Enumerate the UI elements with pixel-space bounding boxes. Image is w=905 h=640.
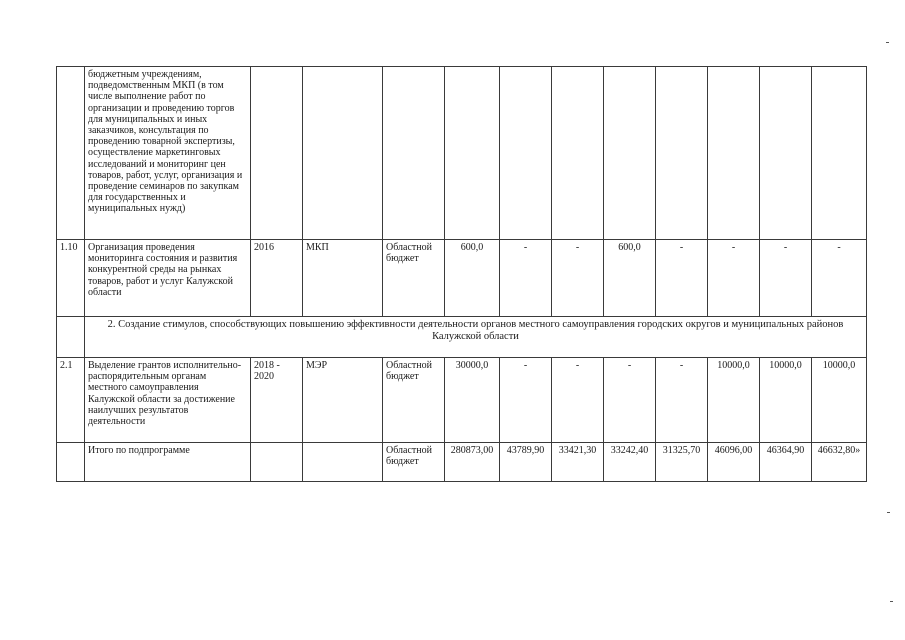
cell-value: 10000,0 [760, 358, 812, 443]
cell-source: Областной бюджет [383, 443, 445, 482]
cell-value-total: 600,0 [445, 240, 500, 317]
cell-source: Областной бюджет [383, 240, 445, 317]
cell-value: 33421,30 [552, 443, 604, 482]
cell-name: бюджетным учреждениям, подведомственным МКП (в том числе выполнение работ по организации и проведению торгов для муниципальных и иных заказчиков, консультация по проведению товарной экспертизы, осуществление маркетинговых исследований и мониторинг цен товаров, работ, услуг, организация и проведение семинаров по закупкам для государственных и муниципальных нужд) [85, 67, 251, 240]
cell-value: 600,0 [604, 240, 656, 317]
cell-value-total: 30000,0 [445, 358, 500, 443]
cell-value [708, 67, 760, 240]
cell-value: 46096,00 [708, 443, 760, 482]
scan-speck [886, 42, 889, 43]
section-heading: 2. Создание стимулов, способствующих повышению эффективности деятельности органов местного самоуправления городских округов и муниципальных районов Калужской области [85, 317, 867, 358]
cell-value [445, 67, 500, 240]
cell-value: 43789,90 [500, 443, 552, 482]
subprogram-table [56, 66, 867, 482]
cell-number [57, 317, 85, 358]
cell-value [760, 67, 812, 240]
cell-value: - [656, 240, 708, 317]
cell-value: 33242,40 [604, 443, 656, 482]
cell-value [552, 67, 604, 240]
cell-value: - [500, 240, 552, 317]
cell-value [812, 67, 867, 240]
cell-name: Итого по подпрограмме [85, 443, 251, 482]
scan-speck [890, 601, 893, 602]
table-row-continuation [57, 67, 867, 240]
cell-period: 2018 - 2020 [251, 358, 303, 443]
cell-executor [303, 443, 383, 482]
cell-period [251, 443, 303, 482]
cell-source [383, 67, 445, 240]
cell-value: 10000,0 [812, 358, 867, 443]
cell-value: - [552, 240, 604, 317]
cell-value [604, 67, 656, 240]
cell-value [500, 67, 552, 240]
cell-value: 46364,90 [760, 443, 812, 482]
table-row-1-10 [57, 240, 867, 317]
cell-value: 10000,0 [708, 358, 760, 443]
cell-value [656, 67, 708, 240]
cell-source: Областной бюджет [383, 358, 445, 443]
cell-value: 31325,70 [656, 443, 708, 482]
cell-number: 2.1 [57, 358, 85, 443]
cell-executor [303, 67, 383, 240]
cell-value: - [552, 358, 604, 443]
cell-value: - [760, 240, 812, 317]
cell-executor: МЭР [303, 358, 383, 443]
cell-name: Организация проведения мониторинга состояния и развития конкурентной среды на рынках товаров, работ и услуг Калужской области [85, 240, 251, 317]
cell-value: - [604, 358, 656, 443]
cell-name: Выделение грантов исполнительно-распорядительным органам местного самоуправления Калужской области за достижение наилучших результатов деятельности [85, 358, 251, 443]
cell-period: 2016 [251, 240, 303, 317]
cell-value: - [812, 240, 867, 317]
cell-value: - [656, 358, 708, 443]
total-row [57, 443, 867, 482]
cell-value-total: 280873,00 [445, 443, 500, 482]
cell-period [251, 67, 303, 240]
section-heading-row [57, 317, 867, 358]
cell-value: 46632,80» [812, 443, 867, 482]
cell-value: - [708, 240, 760, 317]
cell-executor: МКП [303, 240, 383, 317]
table-row-2-1 [57, 358, 867, 443]
cell-value: - [500, 358, 552, 443]
cell-number [57, 443, 85, 482]
cell-number [57, 67, 85, 240]
scan-speck [887, 512, 890, 513]
cell-number: 1.10 [57, 240, 85, 317]
